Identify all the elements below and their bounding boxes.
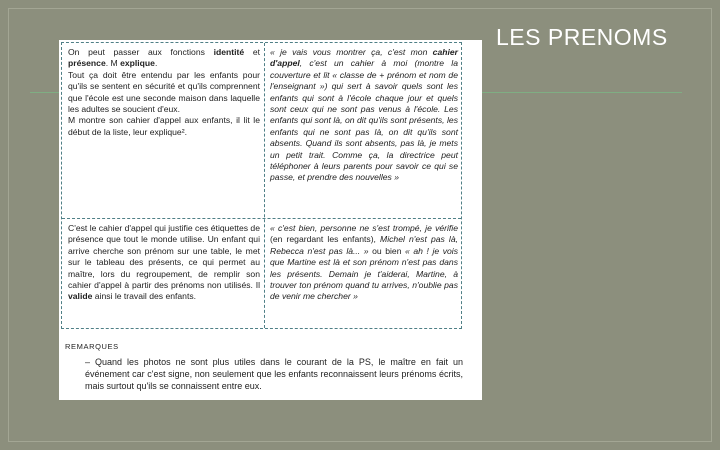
slide-title: LES PRENOMS (496, 24, 668, 50)
cell-paragraph: « c'est bien, personne ne s'est trompé, je vérifie (en regardant les enfants), Michel n'est pas là, Rebecca n'est pas là... » ou bien « ah ! je vois que Martine est là et son prénom n'est pas dans les présents. Demain je t'aiderai, Martine, à trouver ton prénom quand tu arrives, n'oublie pas de venir me chercher » (270, 223, 459, 302)
table-column-divider (264, 43, 265, 328)
cell-paragraph: C'est le cahier d'appel qui justifie ces étiquettes de présence que tout le monde utilise. Un enfant qui arrive cherche son prénom sur une table, le met sur le tableau des présents, ce qui permet au maître, lors du regroupement, de remplir son cahier d'appel à partir des prénoms non utilisés. Il valide ainsi le travail des enfants. (68, 223, 260, 302)
table-row-divider (62, 218, 461, 219)
table-cell-quote-1 (270, 47, 458, 184)
document-page (59, 40, 482, 400)
cell-paragraph: M montre son cahier d'appel aux enfants, il lit le début de la liste, leur explique². (68, 115, 260, 137)
decorative-line-right (482, 92, 682, 93)
decorative-line-left (30, 92, 60, 93)
cell-paragraph: Tout ça doit être entendu par les enfants pour qu'ils se sentent en sécurité et qu'ils comprennent que l'école est une seconde maison dans laquelle les adultes se soucient d'eux. (68, 69, 260, 115)
table-cell-description-1 (68, 47, 260, 138)
remarks-item: – Quand les photos ne sont plus utiles dans le courant de la PS, le maître en fait un événement car c'est signe, non seulement que les enfants reconnaissent leurs prénoms écrits, mais surtout qu'ils se connaissent entre eux. (85, 357, 463, 392)
cell-paragraph: On peut passer aux fonctions identité et présence. M explique. (68, 47, 260, 69)
remarks-heading: REMARQUES (65, 342, 119, 351)
cell-paragraph: « je vais vous montrer ça, c'est mon cahier d'appel, c'est un cahier à moi (montre la couverture et lit « classe de + prénom et nom de l'enseignant ») qui sert à savoir quels sont les enfants qui sont à l'école chaque jour et quels sont ceux qui ne sont pas venus à l'école. Les enfants qui sont là, on dit qu'ils sont présents, les enfants qui ne sont pas là, on dit qu'ils sont absents. Quand ils sont absents, pas là, je mets un petit trait. Comme ça, la directrice peut téléphoner à leurs parents pour savoir ce qui se passe, et prendre des nouvelles » (270, 47, 458, 183)
table-cell-description-2 (68, 223, 260, 303)
table-cell-quote-2 (270, 223, 458, 303)
dialogue-table (61, 42, 462, 329)
